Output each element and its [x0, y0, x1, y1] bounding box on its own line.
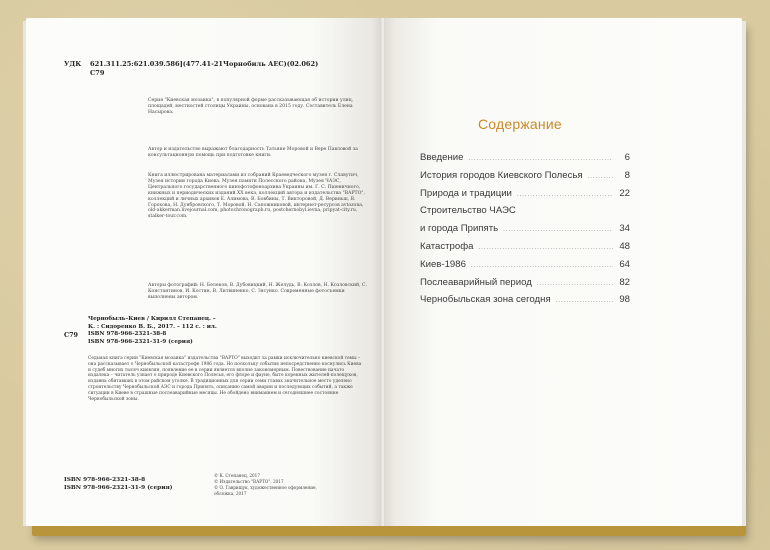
series-info: Серия "Киевская мозаика", в популярной форме рассказывающая об истории улиц, площадей, местностей столицы Украины, основана в 2015 году. Составитель Елена Насырова.	[148, 98, 354, 115]
toc-entry-title: Катастрофа	[420, 240, 474, 252]
toc-title: Содержание	[478, 116, 562, 132]
toc-entry-page: 64	[619, 258, 630, 270]
toc-entry-page: 8	[624, 169, 630, 181]
toc-leader	[517, 192, 613, 198]
toc-entry	[420, 241, 630, 259]
toc-leader	[468, 156, 613, 162]
table-of-contents	[420, 152, 630, 312]
toc-leader	[588, 174, 613, 180]
toc-entry-title: Введение	[420, 152, 464, 163]
toc-entry-page: 6	[624, 152, 630, 163]
photo-credits: Авторы фотографий: Н. Белеков, В. Дубовицкий, Н. Желудь, В. Козлов, Н. Козловский, С. Константинов, И. Костин, В. Литвиненко, С. Зясунко. Современные фотосъемки выполнены автором.	[148, 283, 367, 300]
udk-code: 621.311.25:621.039.586](477.41-21Чорнобиль АЕС)(02.062)	[90, 60, 319, 68]
toc-entry-title: Послеаварийный период	[420, 276, 532, 288]
copyright-line: © О. Гаврищук, художественное оформление,	[214, 485, 317, 490]
toc-entry-page: 34	[619, 223, 630, 235]
isbn-block	[64, 476, 173, 492]
copyright-line: обложка, 2017	[214, 491, 247, 496]
isbn-line: ISBN 978-966-2321-38-8	[64, 477, 146, 483]
toc-entry-title: и города Припять	[420, 223, 499, 235]
catalog-line: ISBN 978-966-2321-38-8	[88, 331, 167, 338]
acknowledgements: Автор и издательство выражают благодарность Татьяне Моровой и Вере Павловой за консультационную помощь при подготовке книги.	[148, 147, 358, 158]
toc-entry	[420, 188, 630, 206]
toc-entry-title: История городов Киевского Полесья	[420, 169, 583, 181]
book-description: Седьмая книга серии "Киевская мозаика" издательства "ВАРТО" выходит за рамки исключительно киевской темы – она рассказывает о Чернобыльской катастрофе 1986 года. Но поскольку события непосредственно коснулись Киева и судеб многих тысяч киевлян, появление ее в серии является вполне закономерным. Повествование начато издалека – читатель узнает о природе Киевского Полесья, его флоре и фауне, быте коренных жителей-полещуков, издавна обитавших в этом райском уголке. В традиционных для серии семи главах значительное место уделено строительству Чернобыльской АЭС и города Припять, описанию самой аварии и последующих событий, а также ситуации в Киеве в страшные послеаварийные месяцы. Не обойдено вниманием и сегодняшнее состояние Чернобыльской зоны.	[88, 356, 362, 402]
toc-entry	[420, 294, 630, 312]
toc-entry-page: 98	[619, 294, 630, 306]
open-book	[26, 18, 748, 532]
catalog-line: ISBN 978-966-2321-31-9 (серия)	[88, 338, 193, 345]
toc-entry-page: 82	[619, 276, 630, 288]
toc-entry-title: Чернобыльская зона сегодня	[420, 294, 551, 306]
isbn-line: ISBN 978-966-2321-31-9 (серия)	[64, 485, 173, 491]
toc-entry-page: 48	[619, 240, 630, 252]
toc-entry	[420, 223, 630, 241]
toc-leader	[478, 245, 613, 251]
copyright-line: © Издательство "ВАРТО", 2017	[214, 479, 284, 484]
catalog-line: К. : Сидоренко В. Б., 2017. – 112 с. : ил.	[88, 323, 217, 330]
toc-leader	[556, 298, 613, 304]
toc-entry-title: Природа и традиции	[420, 187, 512, 199]
copyright-line: © К. Степанец, 2017	[214, 473, 260, 478]
udk-label: УДК	[64, 60, 82, 68]
toc-leader	[537, 281, 613, 287]
catalog-line: Чернобыль–Киев / Кирилл Степанец. –	[88, 316, 216, 322]
toc-entry	[420, 277, 630, 295]
toc-leader	[471, 263, 613, 269]
udk-block	[64, 60, 318, 78]
left-page	[26, 18, 382, 526]
udk-index: С79	[90, 69, 105, 77]
illustration-sources: Книга иллюстрирована материалами из собраний Краеведческого музея г. Славутич, Музея истории города Киева, Музея памяти Полесского района, Музея ЧАЭС, Центрального государственного кинофотофоноархива Украины им. Г. С. Пшеничного, книжных и периодических изданий XX века, коллекций автора и издательства "ВАРТО", коллекций и личных архивов Е. Алимова, В. Бовбины, Т. Викторовой, Д. Вериньш, В. Горохова, Н. Дунбровского, Т. Моровой, Н. Сапожниковой, интернет-ресурсов avtozona, old-akkerman.livejournal.com, photochronograph.ru, postchernobyl.ievna, pripyat-city.ru, stalker-tour.com.	[148, 173, 365, 220]
toc-entry	[420, 205, 630, 223]
catalog-record	[64, 316, 364, 346]
toc-leader	[503, 227, 613, 233]
catalog-index: С79	[64, 331, 78, 339]
toc-entry	[420, 170, 630, 188]
toc-entry	[420, 259, 630, 277]
copyright-block	[214, 473, 374, 497]
toc-entry-title: Киев-1986	[420, 258, 466, 270]
toc-entry	[420, 152, 630, 170]
toc-entry-title: Строительство ЧАЭС	[420, 205, 516, 217]
toc-entry-page: 22	[619, 187, 630, 199]
